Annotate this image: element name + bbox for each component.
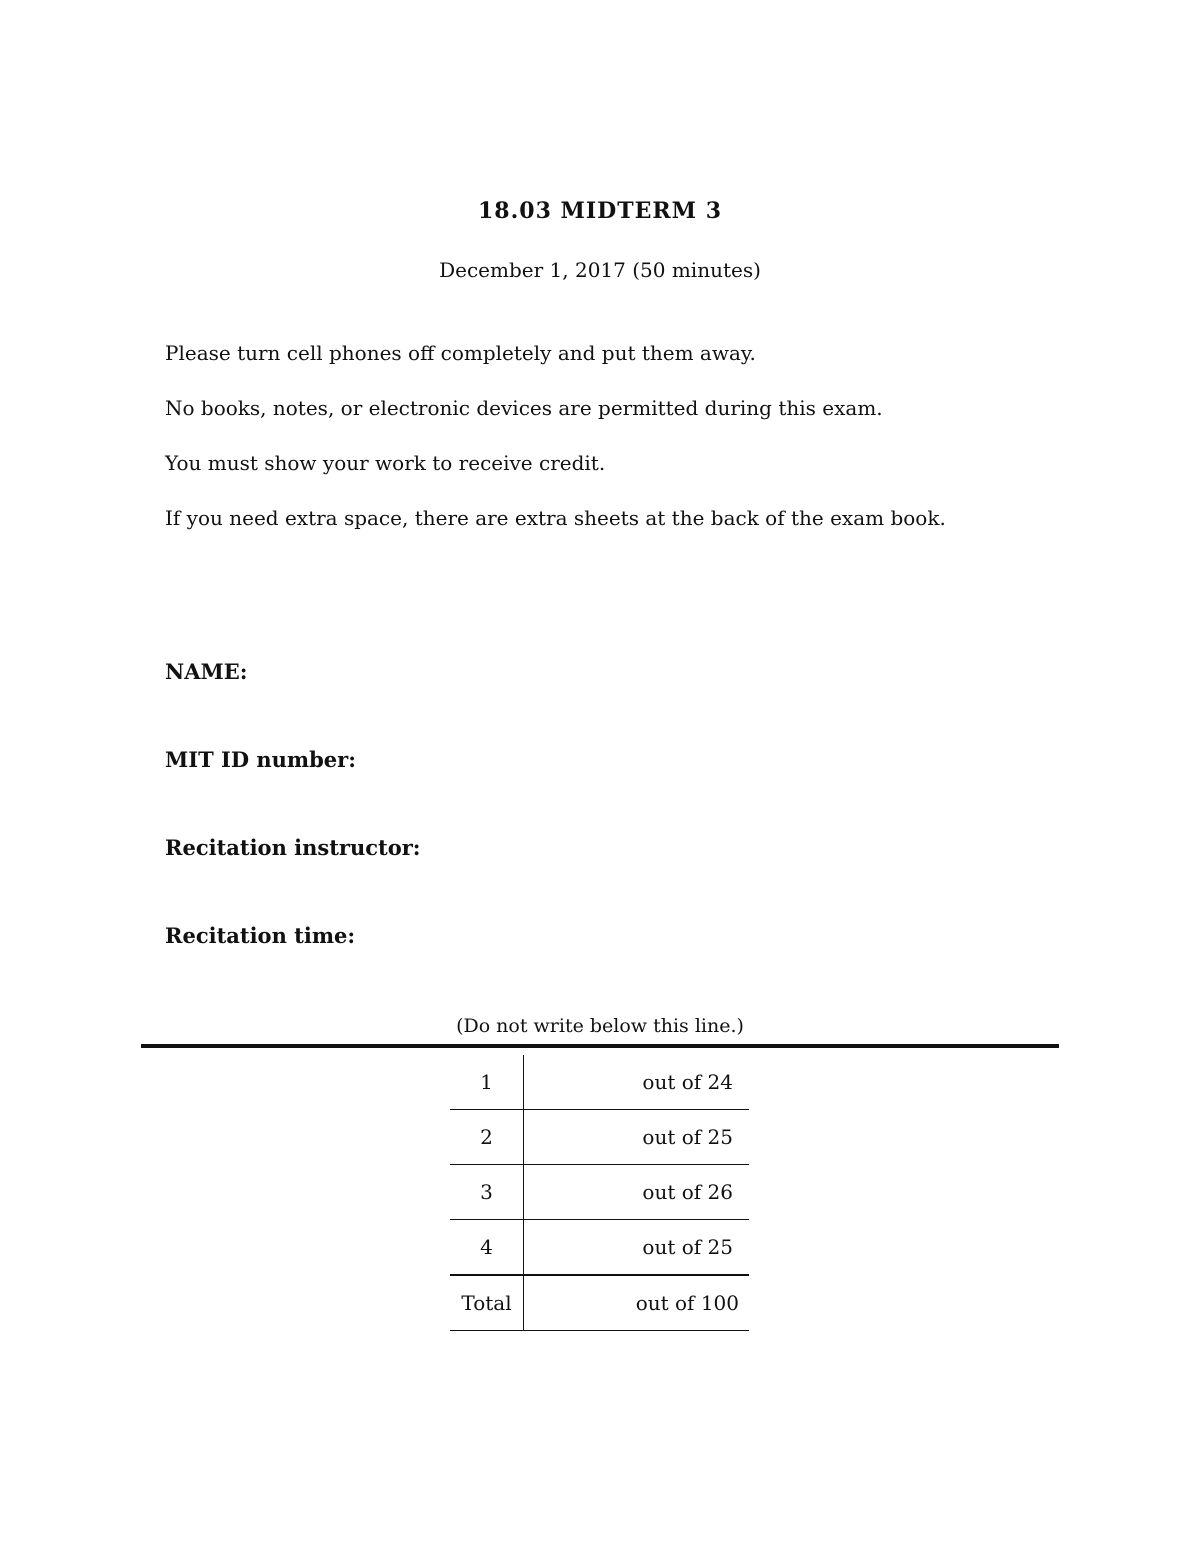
total-points-cell: out of 100 <box>524 1275 750 1331</box>
exam-date-duration: December 1, 2017 (50 minutes) <box>439 258 761 282</box>
divider-line <box>141 1044 1059 1048</box>
instruction-extra-space: If you need extra space, there are extra sheets at the back of the exam book. <box>165 506 946 530</box>
table-row <box>450 1220 749 1276</box>
name-field-label: NAME: <box>165 659 248 684</box>
problem-number-cell: 2 <box>450 1110 524 1165</box>
recitation-time-field-label: Recitation time: <box>165 923 356 948</box>
instruction-show-work: You must show your work to receive credit. <box>165 451 606 475</box>
problem-number-cell: 1 <box>450 1055 524 1110</box>
mit-id-field-label: MIT ID number: <box>165 747 356 772</box>
table-row <box>450 1055 749 1110</box>
problem-number-cell: 4 <box>450 1220 524 1276</box>
total-row <box>450 1275 749 1331</box>
do-not-write-note: (Do not write below this line.) <box>456 1015 744 1037</box>
points-cell: out of 25 <box>524 1110 750 1165</box>
points-cell: out of 26 <box>524 1165 750 1220</box>
points-cell: out of 24 <box>524 1055 750 1110</box>
exam-title: 18.03 MIDTERM 3 <box>477 198 722 224</box>
instruction-phones: Please turn cell phones off completely and put them away. <box>165 341 756 365</box>
total-label-cell: Total <box>450 1275 524 1331</box>
table-row <box>450 1110 749 1165</box>
points-cell: out of 25 <box>524 1220 750 1276</box>
table-row <box>450 1165 749 1220</box>
instruction-no-books: No books, notes, or electronic devices are permitted during this exam. <box>165 396 883 420</box>
recitation-instructor-field-label: Recitation instructor: <box>165 835 421 860</box>
score-table <box>450 1055 749 1331</box>
problem-number-cell: 3 <box>450 1165 524 1220</box>
